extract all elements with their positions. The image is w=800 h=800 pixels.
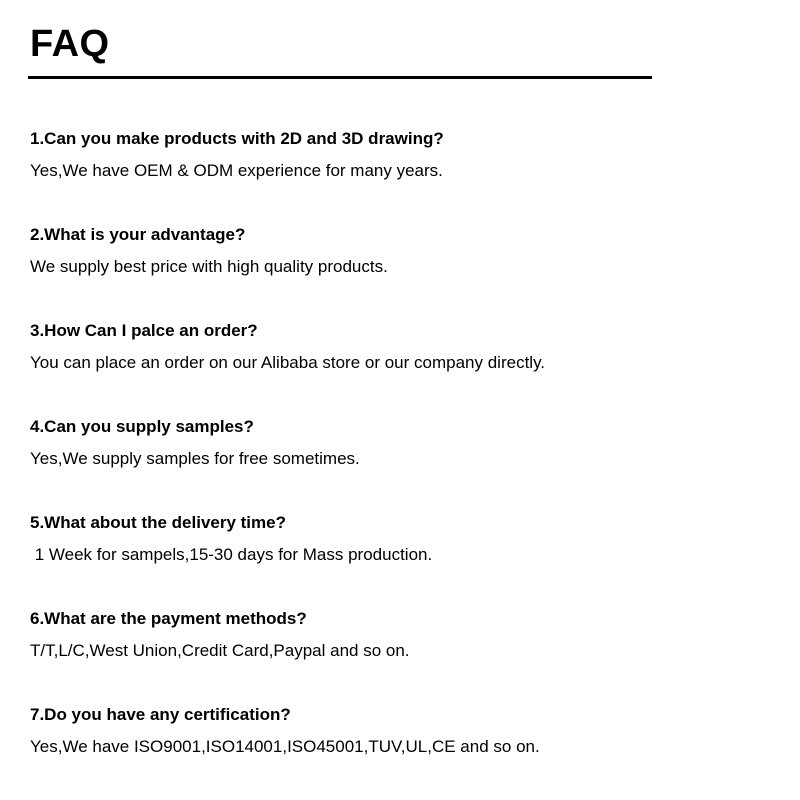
faq-question-3: 3.How Can I palce an order?: [30, 321, 258, 340]
faq-answer-3: You can place an order on our Alibaba store or our company directly.: [30, 353, 546, 372]
faq-item-3: [30, 319, 770, 415]
faq-question-2: 2.What is your advantage?: [30, 225, 246, 244]
title-divider: [28, 76, 652, 79]
faq-answer-1: Yes,We have OEM & ODM experience for many years.: [30, 161, 443, 180]
faq-item-1: [30, 127, 770, 223]
faq-item-6: [30, 607, 770, 703]
page-title: FAQ: [30, 23, 110, 65]
faq-item-2: [30, 223, 770, 319]
faq-answer-4: Yes,We supply samples for free sometimes.: [30, 449, 360, 468]
faq-answer-5: 1 Week for sampels,15-30 days for Mass production.: [30, 545, 433, 564]
faq-answer-2: We supply best price with high quality products.: [30, 257, 388, 276]
faq-question-4: 4.Can you supply samples?: [30, 417, 254, 436]
faq-question-6: 6.What are the payment methods?: [30, 609, 307, 628]
faq-answer-6: T/T,L/C,West Union,Credit Card,Paypal and so on.: [30, 641, 410, 660]
faq-answer-7: Yes,We have ISO9001,ISO14001,ISO45001,TUV,UL,CE and so on.: [30, 737, 540, 756]
faq-item-4: [30, 415, 770, 511]
faq-question-5: 5.What about the delivery time?: [30, 513, 286, 532]
faq-question-1: 1.Can you make products with 2D and 3D drawing?: [30, 129, 444, 148]
faq-list: [30, 127, 770, 799]
faq-item-5: [30, 511, 770, 607]
faq-item-7: [30, 703, 770, 799]
faq-question-7: 7.Do you have any certification?: [30, 705, 291, 724]
